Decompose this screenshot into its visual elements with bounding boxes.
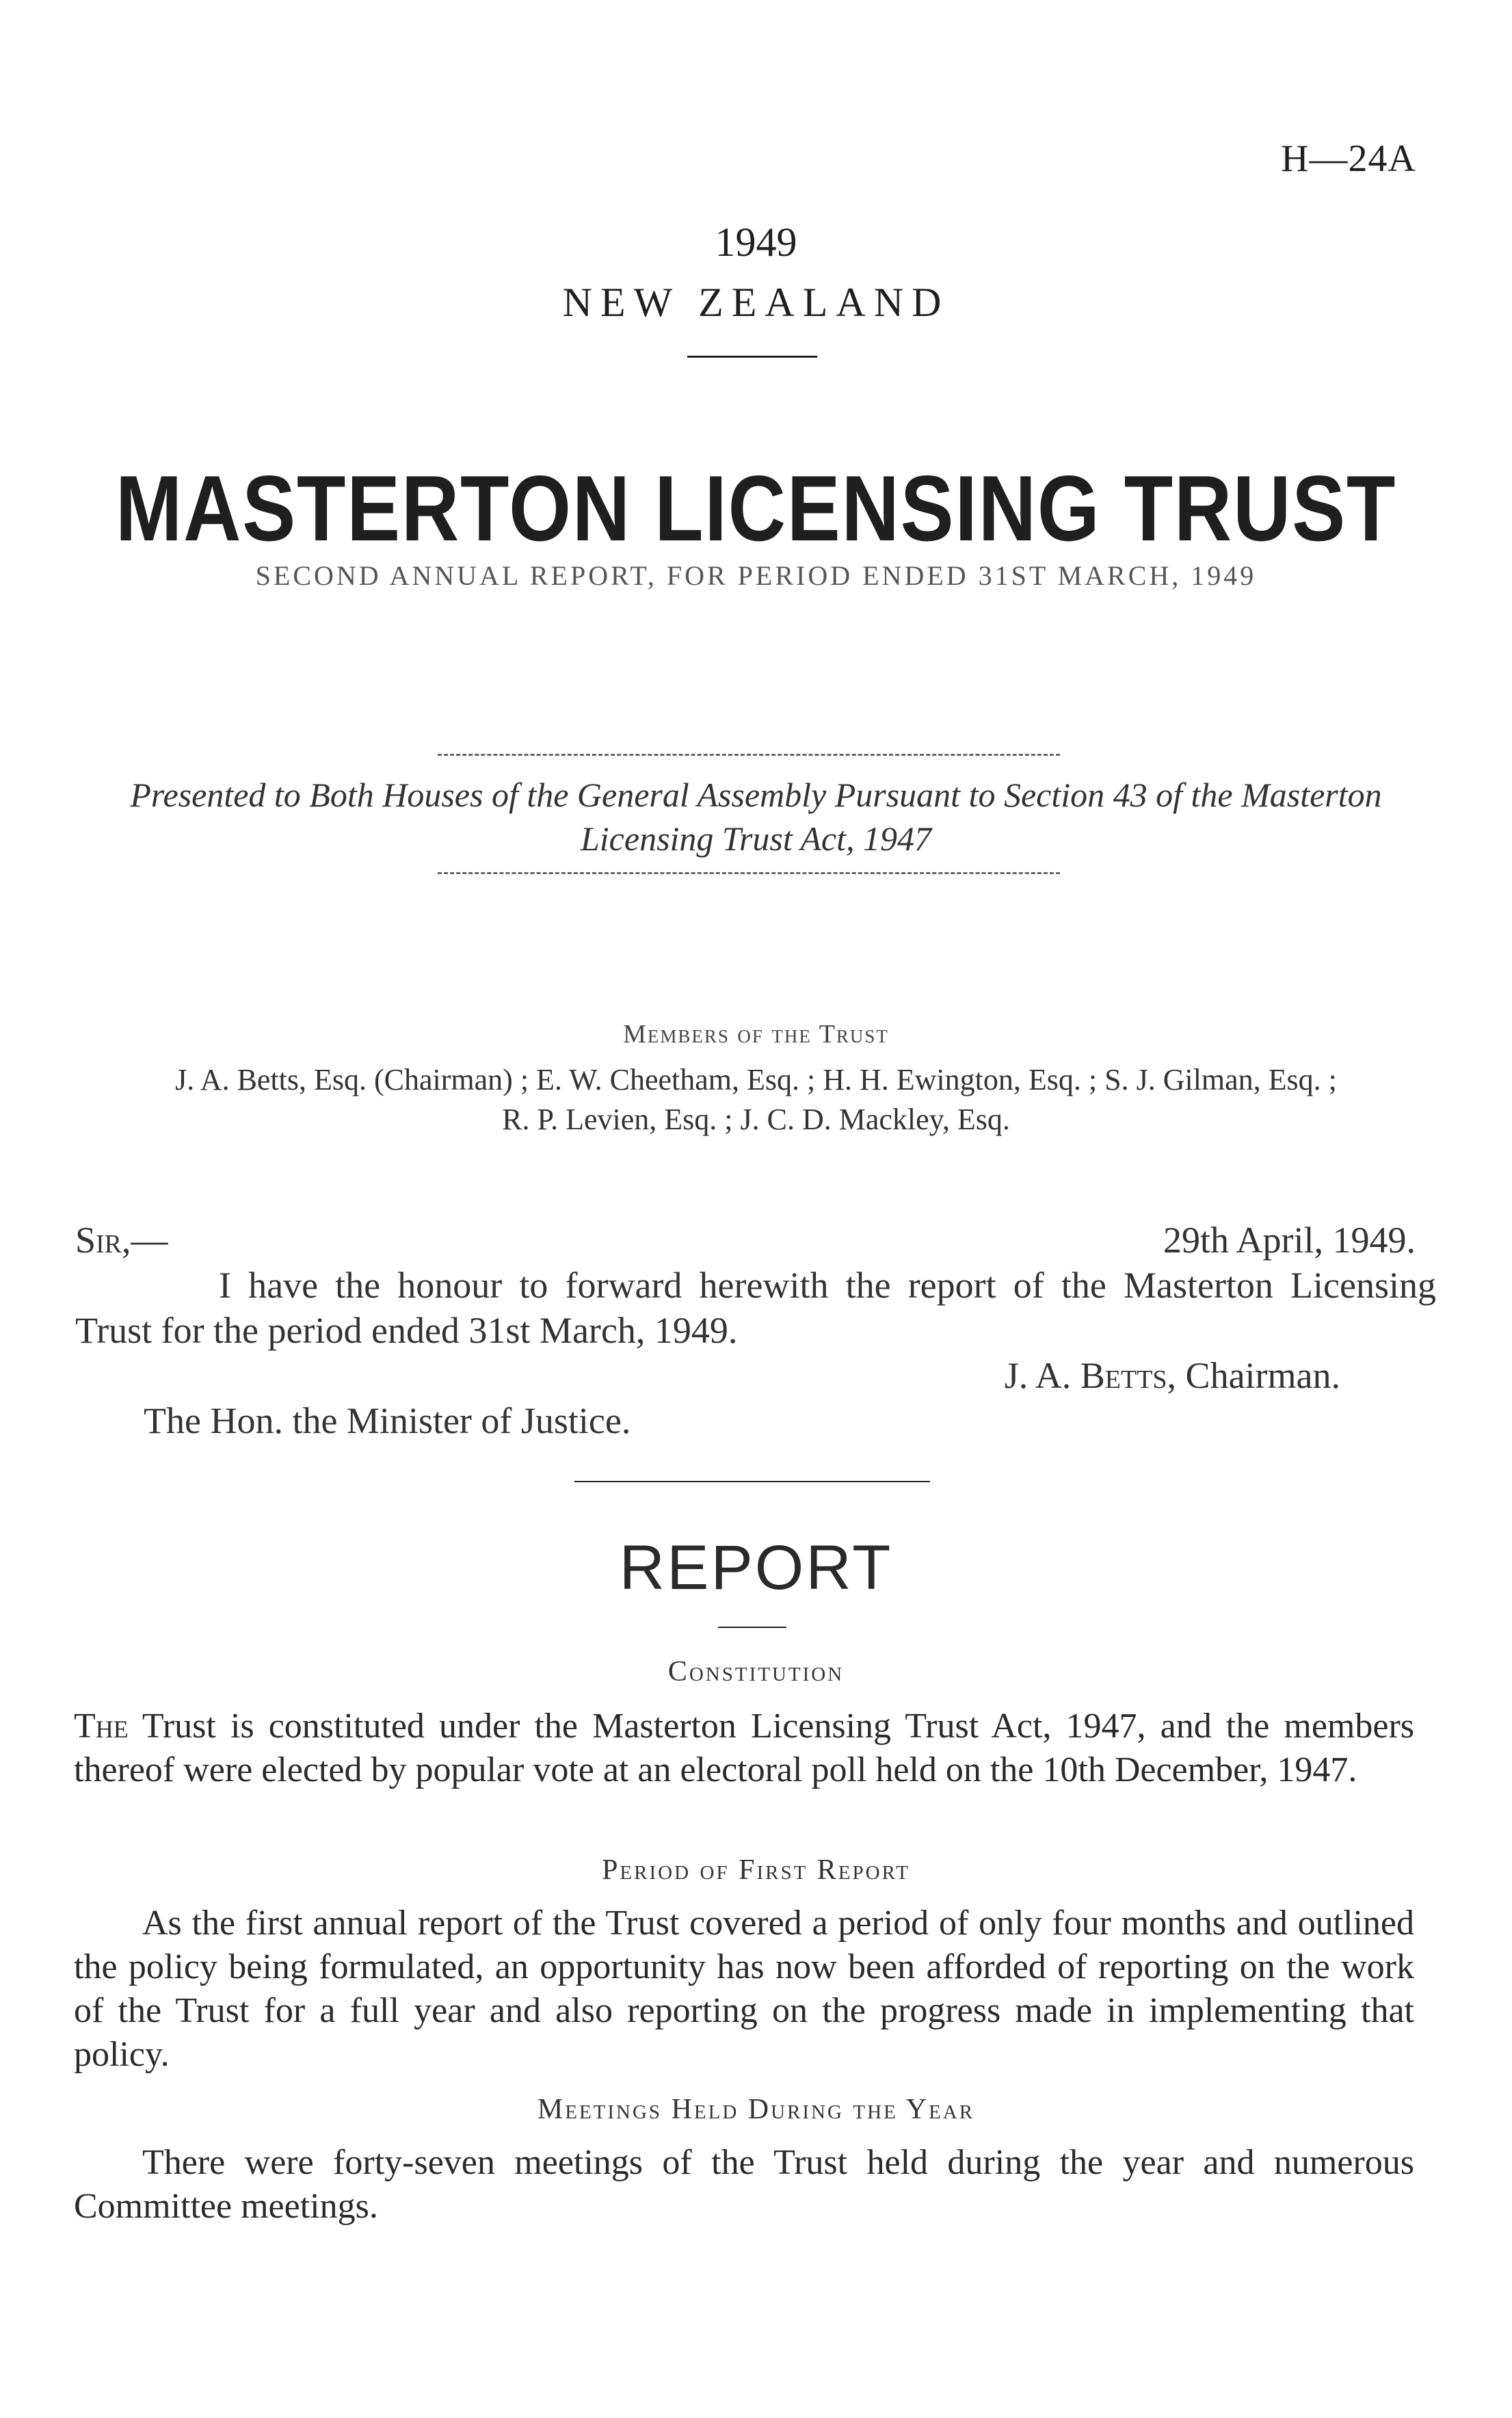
members-line-2: R. P. Levien, Esq. ; J. C. D. Mackley, Esq.: [502, 1103, 1010, 1136]
letter-body-line-1: I have the honour to forward herewith the report of the Masterton Licensing: [219, 1265, 1436, 1306]
signature-name: J. A. Betts,: [1004, 1355, 1177, 1396]
paragraph-constitution: [74, 1705, 1414, 1792]
presented-statement: [75, 773, 1437, 860]
paragraph-meetings: There were forty-seven meetings of the Trust held during the year and numerous Committee meetings.: [74, 2143, 1414, 2226]
section-heading-meetings: Meetings Held During the Year: [537, 2094, 975, 2125]
section-heading-period-of-first-report: Period of First Report: [602, 1854, 910, 1886]
paragraph-text: Trust is constituted under the Masterton Licensing Trust Act, 1947, and the members thereof were elected by popular vote at an electoral poll held on the 10th December, 1947.: [74, 1707, 1414, 1789]
divider: [718, 1627, 786, 1628]
members-list: [62, 1060, 1450, 1140]
publication-year: 1949: [715, 220, 797, 265]
country-heading: NEW ZEALAND: [562, 280, 950, 325]
divider: [687, 356, 817, 358]
document-subtitle: SECOND ANNUAL REPORT, FOR PERIOD ENDED 31ST MARCH, 1949: [255, 560, 1257, 591]
divider: [438, 754, 1060, 756]
paragraph-period-of-first-report: As the first annual report of the Trust covered a period of only four months and outlined the policy being formulated, an opportunity has now been afforded of reporting on the work of the Trust for a full year and also reporting on the progress made in implementing that policy.: [74, 1904, 1414, 2074]
presented-line-1: Presented to Both Houses of the General Assembly Pursuant to Section 43 of the Masterton: [130, 776, 1382, 814]
letter-signature: [1005, 1353, 1340, 1398]
divider: [574, 1481, 930, 1482]
letter-body-line-2: Trust for the period ended 31st March, 1949.: [75, 1310, 738, 1351]
divider: [438, 872, 1060, 874]
section-heading-constitution: Constitution: [667, 1656, 845, 1687]
letter-addressee: The Hon. the Minister of Justice.: [144, 1400, 631, 1441]
paragraph-lead-word: The: [74, 1707, 129, 1746]
signature-role: Chairman.: [1185, 1355, 1340, 1396]
report-heading: REPORT: [619, 1533, 893, 1603]
members-heading: Members of the Trust: [623, 1020, 889, 1049]
presented-line-2: Licensing Trust Act, 1947: [580, 819, 931, 858]
document-title: MASTERTON LICENSING TRUST: [115, 456, 1397, 560]
letter-date: 29th April, 1949.: [1163, 1220, 1416, 1261]
letter-salutation: Sir,—: [75, 1220, 168, 1261]
page-reference: H—24A: [1281, 137, 1416, 180]
members-line-1: J. A. Betts, Esq. (Chairman) ; E. W. Cheetham, Esq. ; H. H. Ewington, Esq. ; S. J. Gilman, Esq. ;: [175, 1063, 1337, 1096]
covering-letter: [75, 1218, 1436, 1443]
